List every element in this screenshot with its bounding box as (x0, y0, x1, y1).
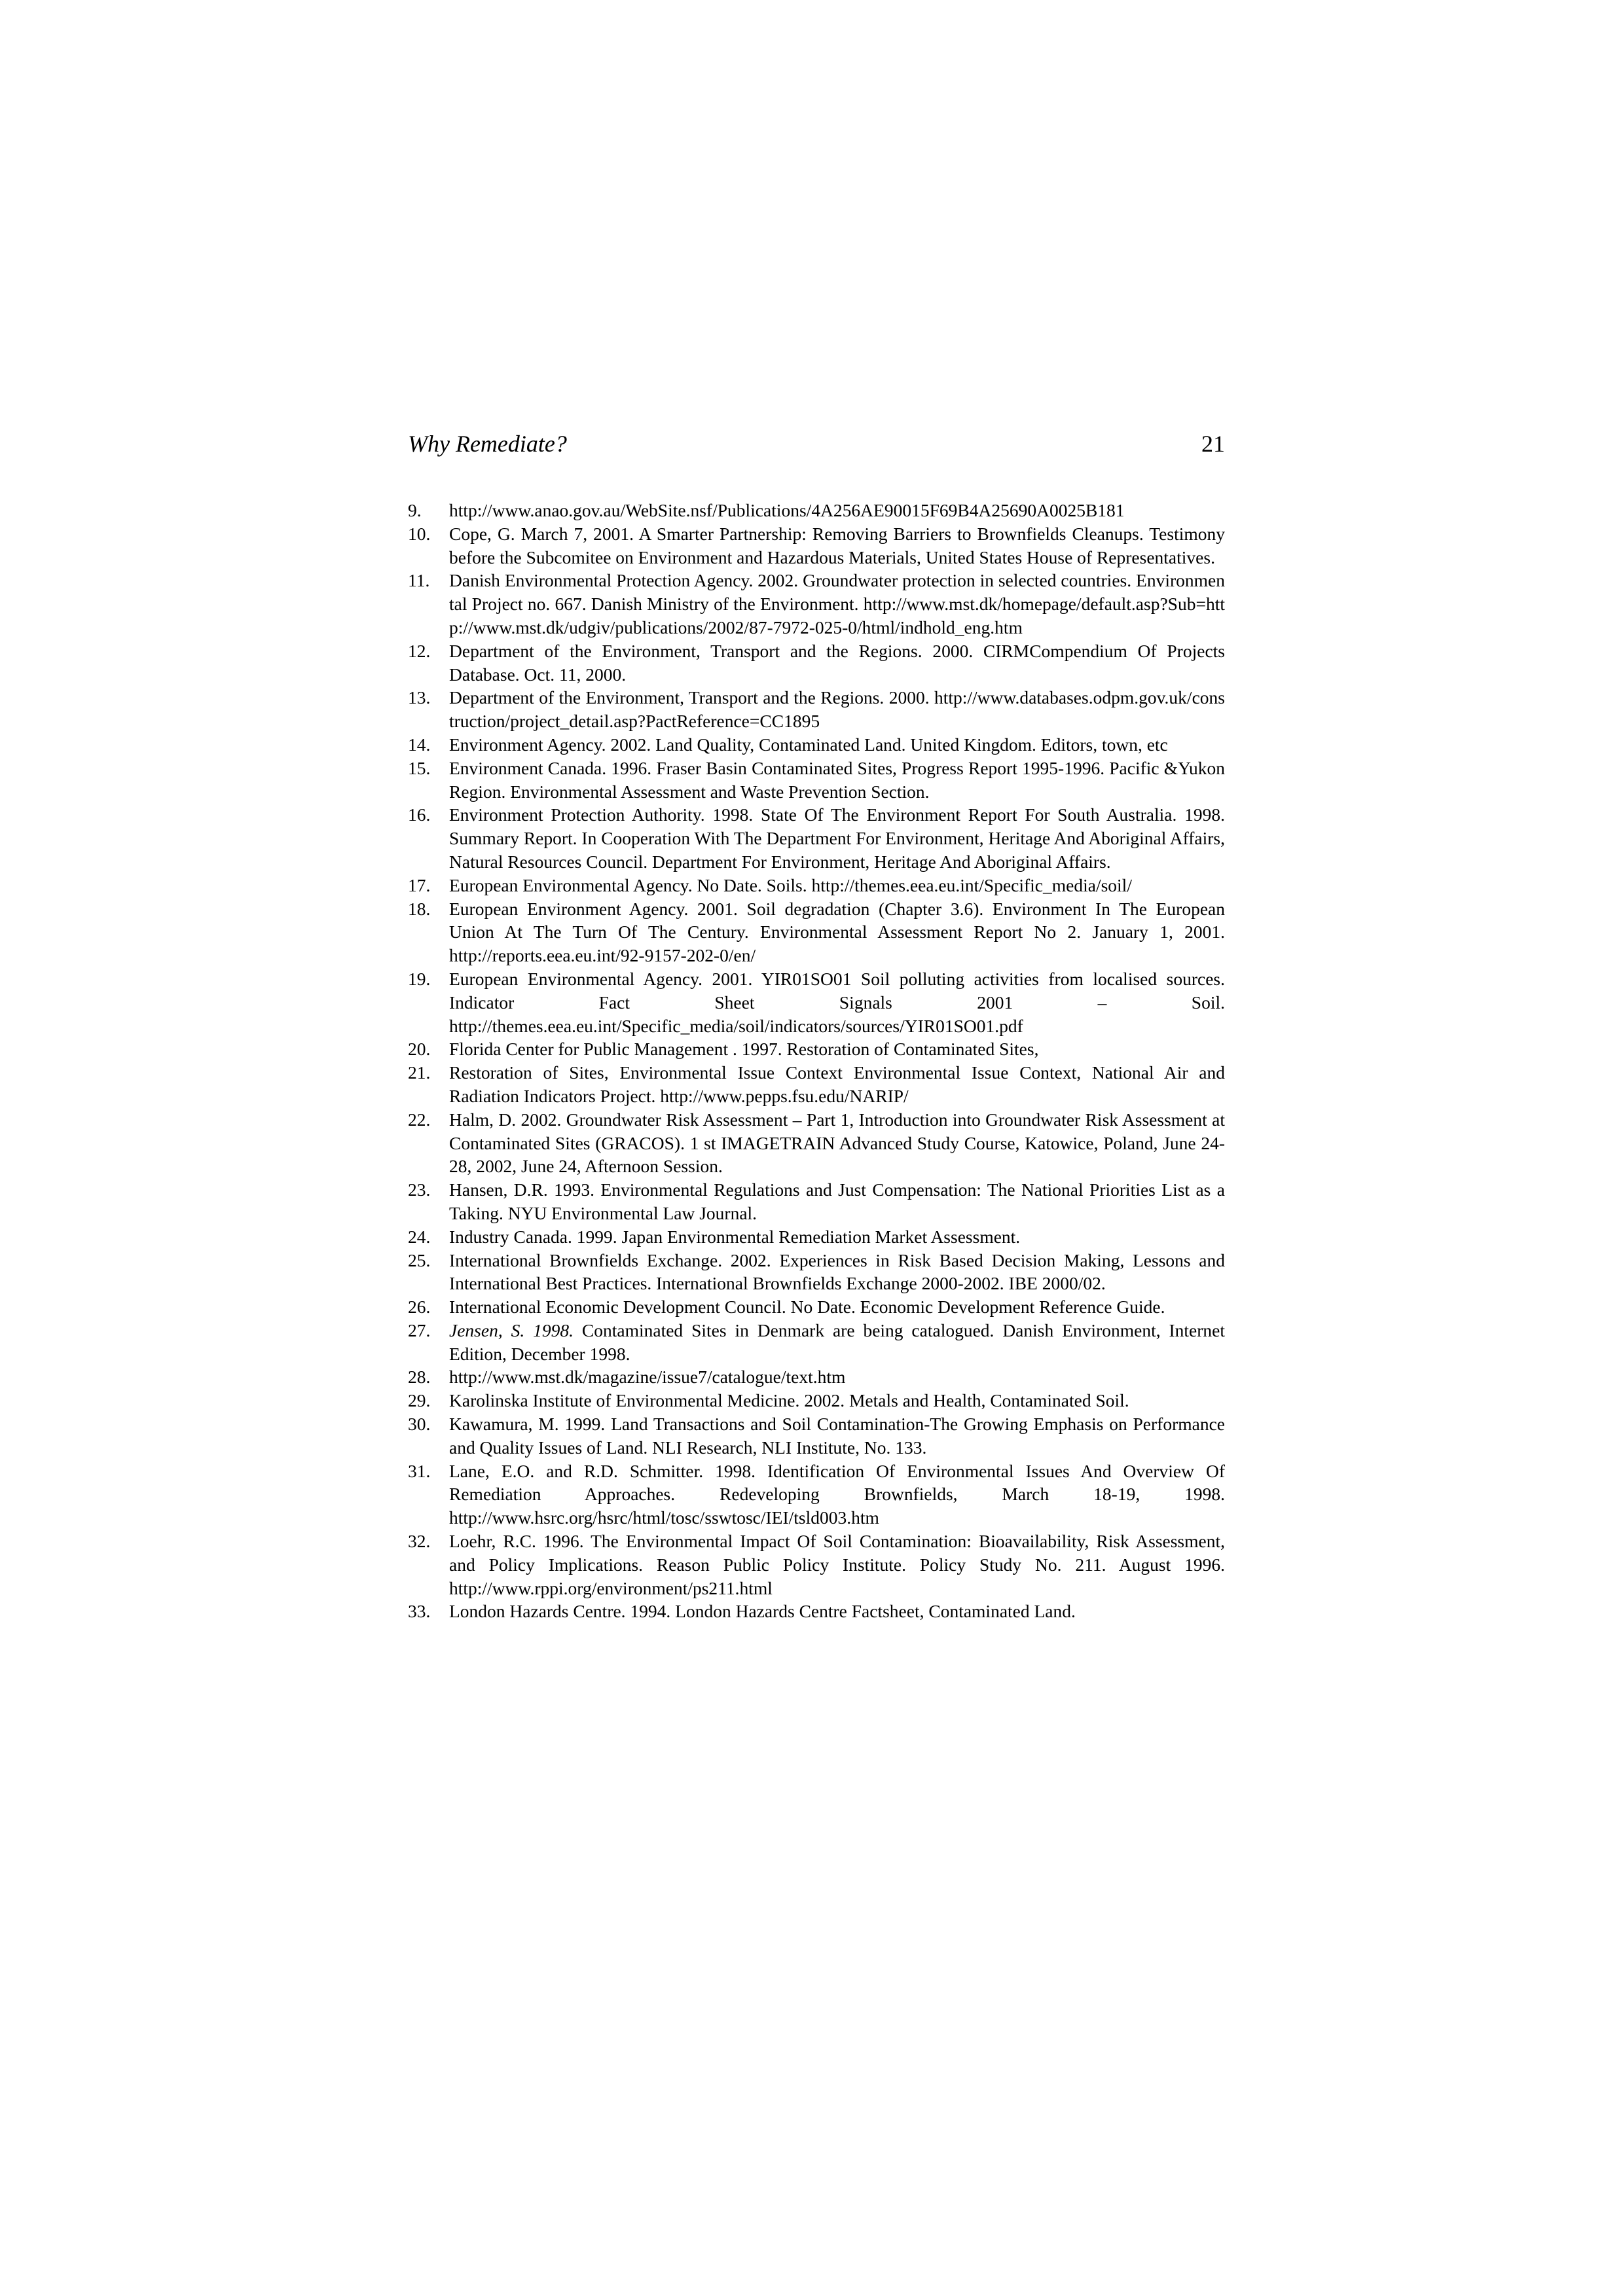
reference-number: 16. (408, 804, 431, 825)
reference-text: Hansen, D.R. 1993. Environmental Regulations and Just Compensation: The National Priorities List as a Taking. NYU Environmental Law Journal. (449, 1179, 1225, 1223)
reference-body: Contaminated Sites in Denmark are being catalogued. Danish Environment, Internet Edition, December 1998. (449, 1319, 1225, 1364)
reference-number: 11. (408, 570, 430, 591)
reference-number: 20. (408, 1039, 431, 1060)
reference-text: Cope, G. March 7, 2001. A Smarter Partnership: Removing Barriers to Brownfields Cleanups. Testimony before the Subcomitee on Environment and Hazardous Materials, United States House of Representatives. (449, 523, 1225, 567)
reference-number: 21. (408, 1062, 431, 1083)
reference-item (408, 1295, 1225, 1319)
reference-item (408, 897, 1225, 967)
reference-number: 10. (408, 523, 431, 544)
page-number: 21 (1201, 431, 1225, 457)
reference-number: 30. (408, 1414, 431, 1435)
reference-item (408, 733, 1225, 757)
reference-text: International Economic Development Council. No Date. Economic Development Reference Guide. (449, 1297, 1165, 1318)
reference-text: European Environmental Agency. 2001. YIR01SO01 Soil polluting activities from localised sources. Indicator Fact Sheet Signals 2001 – Soil. http://themes.eea.eu.int/Specific_media/soil/indicators/sources/YIR01SO01.pdf (449, 968, 1225, 1036)
reference-item (408, 1319, 1225, 1366)
reference-item (408, 499, 1225, 522)
reference-number: 18. (408, 898, 431, 919)
reference-text: Department of the Environment, Transport and the Regions. 2000. CIRMCompendium Of Projects Database. Oct. 11, 2000. (449, 640, 1225, 685)
reference-number: 14. (408, 734, 431, 755)
reference-item (408, 1389, 1225, 1412)
reference-text: Department of the Environment, Transport and the Regions. 2000. http://www.databases.odpm.gov.uk/construction/project_detail.asp?PactReference=CC1895 (449, 687, 1225, 732)
reference-text: London Hazards Centre. 1994. London Hazards Centre Factsheet, Contaminated Land. (449, 1601, 1076, 1622)
reference-item (408, 1530, 1225, 1600)
reference-text (449, 1319, 1225, 1366)
reference-item (408, 1108, 1225, 1178)
reference-number: 26. (408, 1297, 431, 1318)
reference-text: Environment Protection Authority. 1998. State Of The Environment Report For South Australia. 1998. Summary Report. In Cooperation With The Department For Environment, Heritage And Aboriginal Affairs, Natural Resources Council. Department For Environment, Heritage And Aboriginal Affairs. (449, 804, 1225, 872)
reference-number: 24. (408, 1226, 431, 1247)
reference-list (408, 499, 1225, 1623)
reference-number: 22. (408, 1109, 431, 1130)
reference-number: 29. (408, 1390, 431, 1411)
reference-text: Florida Center for Public Management . 1997. Restoration of Contaminated Sites, (449, 1039, 1039, 1060)
reference-number: 23. (408, 1179, 431, 1200)
reference-number: 27. (408, 1319, 431, 1340)
reference-item (408, 1249, 1225, 1296)
reference-number: 9. (408, 500, 422, 520)
reference-author: Jensen, S. 1998. (449, 1319, 574, 1340)
reference-item (408, 1460, 1225, 1530)
reference-number: 19. (408, 968, 431, 989)
reference-item (408, 522, 1225, 569)
reference-number: 12. (408, 640, 431, 661)
reference-item (408, 757, 1225, 804)
reference-item (408, 803, 1225, 873)
reference-number: 25. (408, 1249, 431, 1270)
reference-text: Environment Agency. 2002. Land Quality, Contaminated Land. United Kingdom. Editors, town, etc (449, 734, 1168, 755)
reference-text: Kawamura, M. 1999. Land Transactions and Soil Contamination-The Growing Emphasis on Performance and Quality Issues of Land. NLI Research, NLI Institute, No. 133. (449, 1414, 1225, 1458)
reference-item (408, 1178, 1225, 1225)
reference-number: 33. (408, 1601, 431, 1622)
reference-item (408, 1225, 1225, 1249)
reference-text: http://www.mst.dk/magazine/issue7/catalogue/text.htm (449, 1367, 846, 1388)
reference-item (408, 1365, 1225, 1389)
reference-item (408, 967, 1225, 1037)
running-header (408, 427, 1225, 461)
reference-item (408, 874, 1225, 897)
reference-text: http://www.anao.gov.au/WebSite.nsf/Publications/4A256AE90015F69B4A25690A0025B181 (449, 500, 1125, 520)
reference-text: Restoration of Sites, Environmental Issue Context Environmental Issue Context, National Air and Radiation Indicators Project. http://www.pepps.fsu.edu/NARIP/ (449, 1062, 1225, 1106)
reference-text: International Brownfields Exchange. 2002. Experiences in Risk Based Decision Making, Lessons and International Best Practices. International Brownfields Exchange 2000-2002. IBE 2000/02. (449, 1249, 1225, 1294)
reference-number: 13. (408, 687, 431, 708)
reference-number: 28. (408, 1367, 431, 1388)
reference-number: 15. (408, 757, 431, 778)
reference-text: Environment Canada. 1996. Fraser Basin Contaminated Sites, Progress Report 1995-1996. Pacific &Yukon Region. Environmental Assessment and Waste Prevention Section. (449, 757, 1225, 802)
reference-number: 32. (408, 1531, 431, 1552)
reference-text: Halm, D. 2002. Groundwater Risk Assessment – Part 1, Introduction into Groundwater Risk Assessment at Contaminated Sites (GRACOS). 1 st IMAGETRAIN Advanced Study Course, Katowice, Poland, June 24- 28, 2002, June 24, Afternoon Session. (449, 1109, 1225, 1177)
reference-item (408, 1061, 1225, 1108)
reference-text: Danish Environmental Protection Agency. 2002. Groundwater protection in selected countries. Environmental Project no. 667. Danish Ministry of the Environment. http://www.mst.dk/homepage/default.asp?Sub=http://www.mst.dk/udgiv/publications/2002/87-7972-025-0/html/indhold_eng.htm (449, 570, 1225, 637)
reference-item (408, 1600, 1225, 1623)
reference-text: Industry Canada. 1999. Japan Environmental Remediation Market Assessment. (449, 1226, 1021, 1247)
reference-text: Karolinska Institute of Environmental Medicine. 2002. Metals and Health, Contaminated Soil. (449, 1390, 1129, 1411)
reference-number: 31. (408, 1460, 431, 1481)
reference-item (408, 1412, 1225, 1460)
reference-item (408, 569, 1225, 639)
reference-text: European Environment Agency. 2001. Soil degradation (Chapter 3.6). Environment In The European Union At The Turn Of The Century. Environmental Assessment Report No 2. January 1, 2001. http://reports.eea.eu.int/92-9157-202-0/en/ (449, 898, 1225, 966)
running-title: Why Remediate? (408, 431, 567, 457)
reference-text: European Environmental Agency. No Date. Soils. http://themes.eea.eu.int/Specific_media/soil/ (449, 874, 1132, 895)
reference-item (408, 686, 1225, 733)
reference-item (408, 1037, 1225, 1061)
reference-text: Lane, E.O. and R.D. Schmitter. 1998. Identification Of Environmental Issues And Overview Of Remediation Approaches. Redeveloping Brownfields, March 18-19, 1998. http://www.hsrc.org/hsrc/html/tosc/sswtosc/IEI/tsld003.htm (449, 1460, 1225, 1528)
reference-text: Loehr, R.C. 1996. The Environmental Impact Of Soil Contamination: Bioavailability, Risk Assessment, and Policy Implications. Reason Public Policy Institute. Policy Study No. 211. August 1996. http://www.rppi.org/environment/ps211.html (449, 1531, 1225, 1598)
reference-number: 17. (408, 874, 431, 895)
reference-item (408, 639, 1225, 687)
